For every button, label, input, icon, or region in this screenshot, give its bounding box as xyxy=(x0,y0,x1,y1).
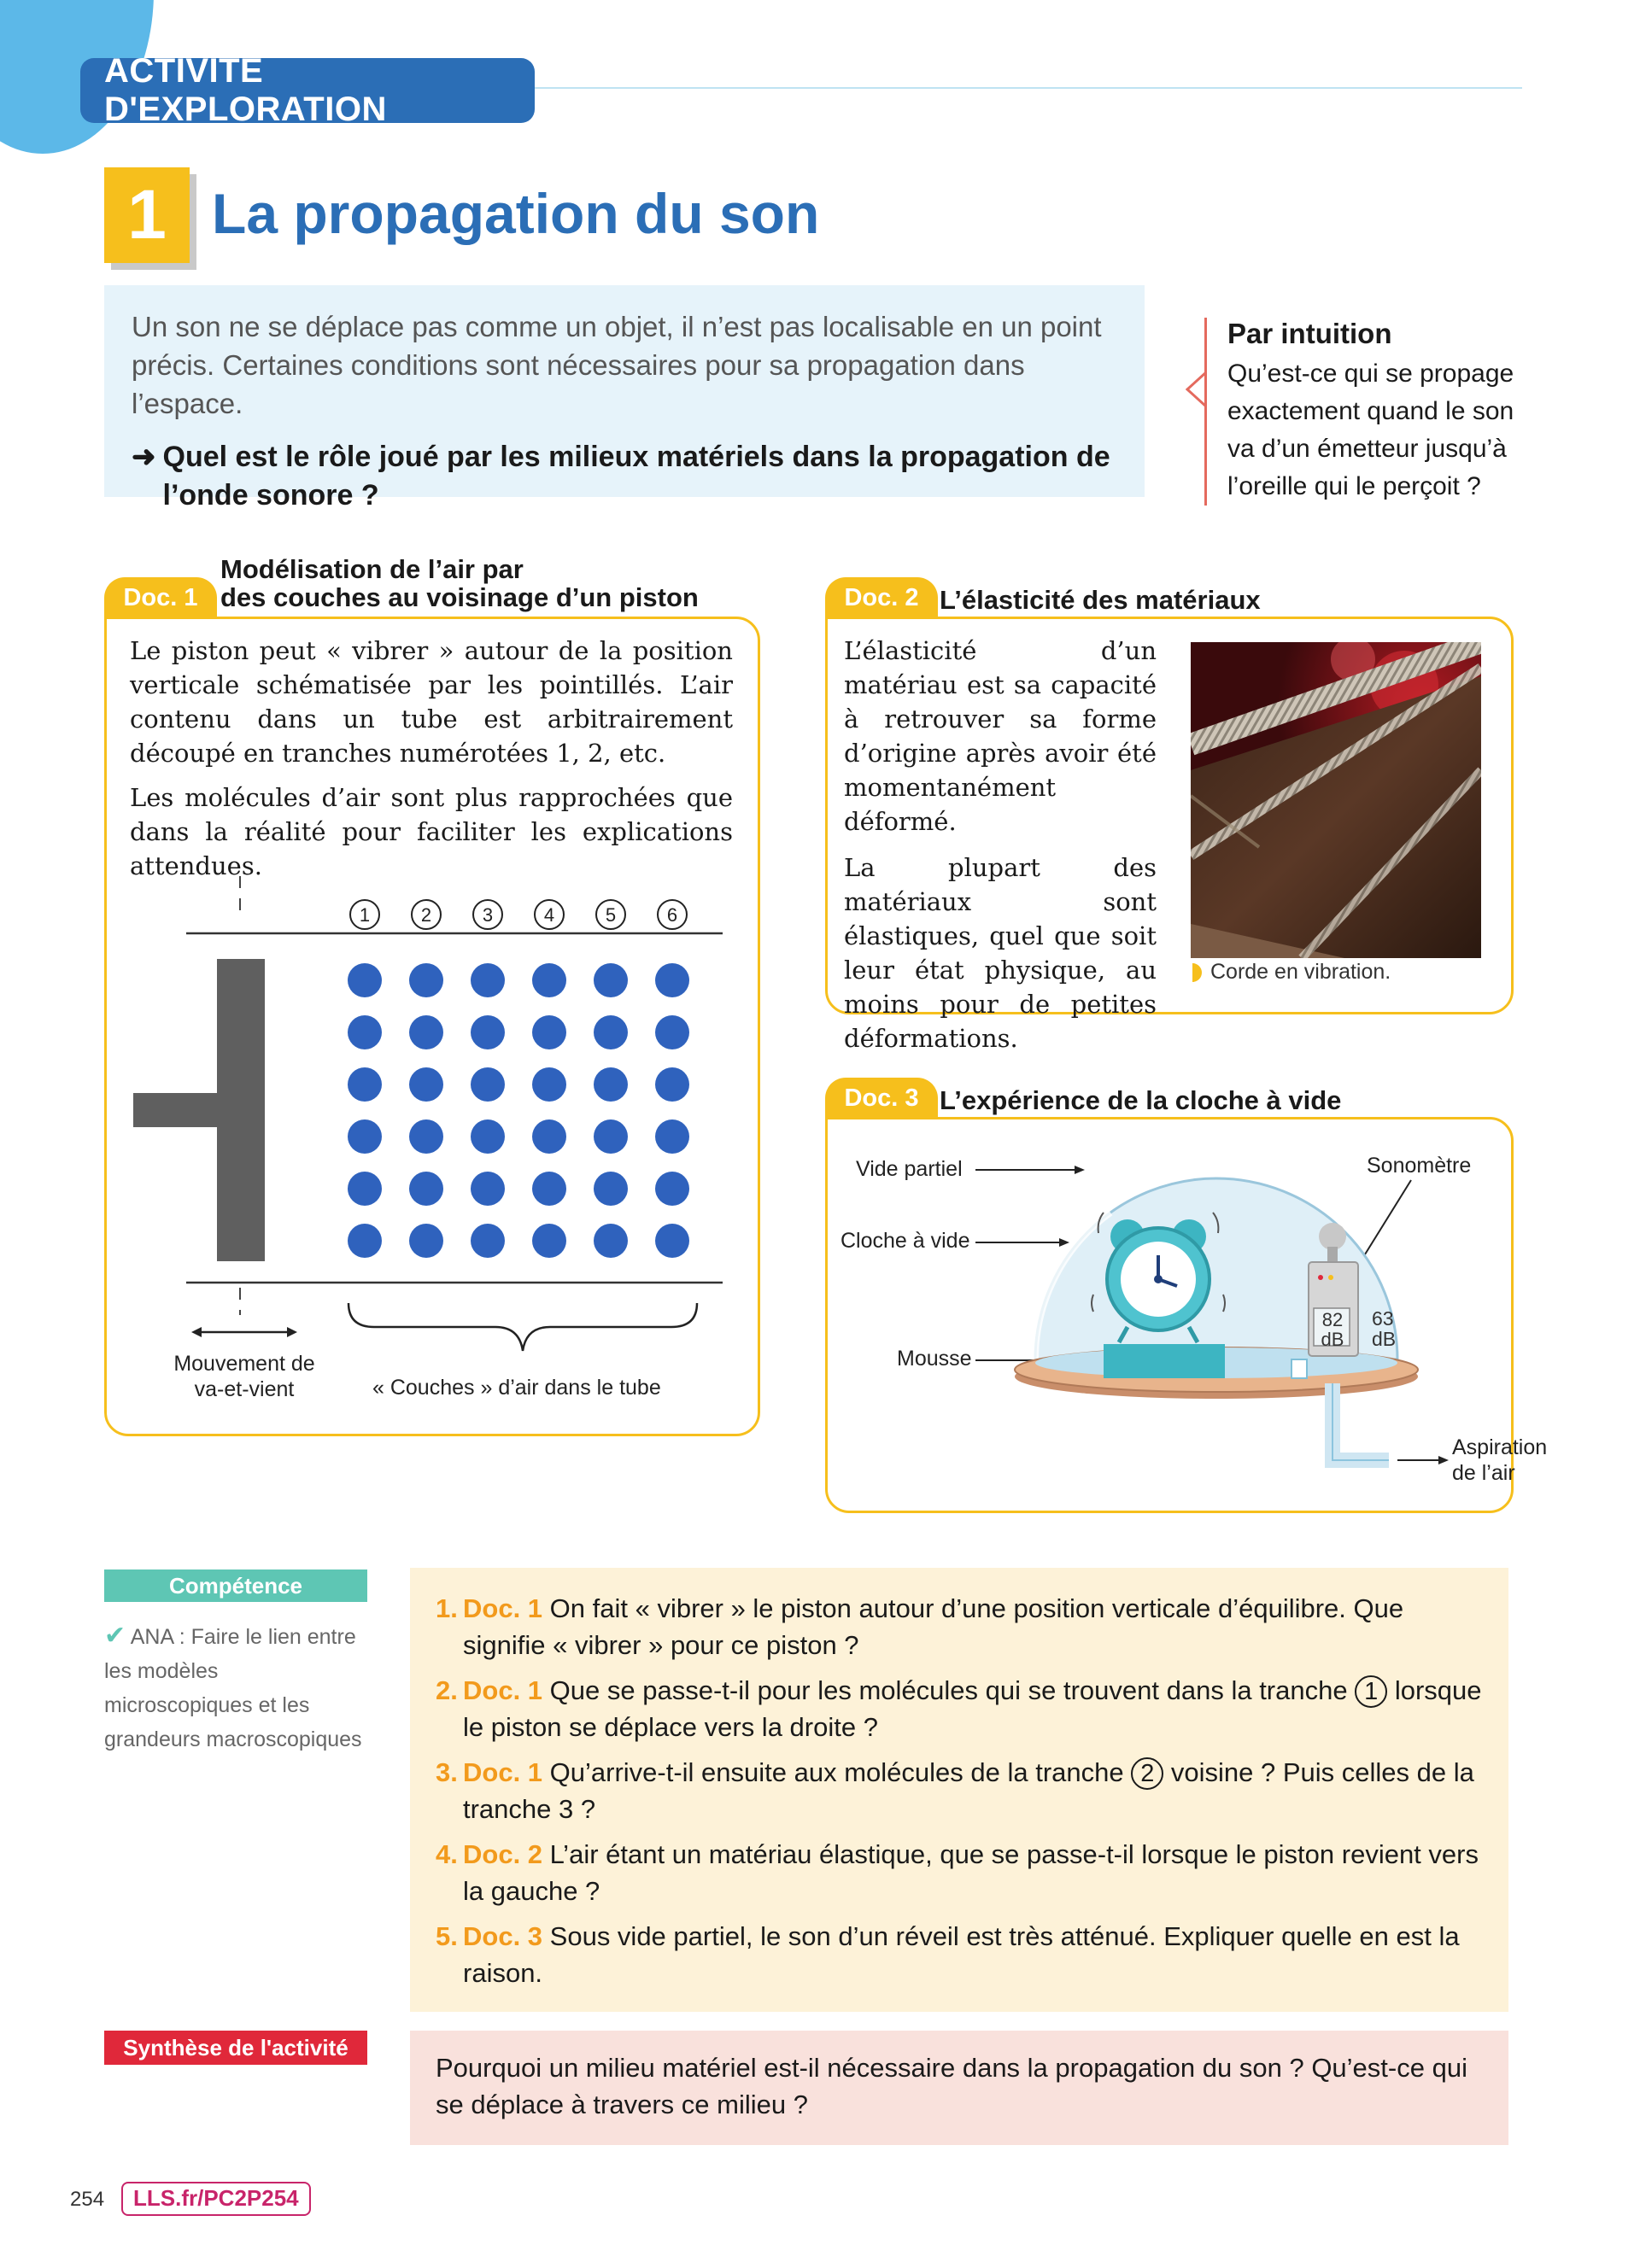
movement-label xyxy=(167,1351,321,1402)
outside-reading-value: 63 xyxy=(1372,1307,1394,1330)
air-molecule xyxy=(348,1015,382,1049)
air-molecule xyxy=(348,1224,382,1258)
arrow-icon: ➜ xyxy=(132,441,156,473)
air-molecule xyxy=(655,1119,689,1154)
doc3-tag: Doc. 3 xyxy=(825,1078,938,1119)
question-text: Que se passe-t-il pour les molécules qui se trouvent dans la tranche xyxy=(549,1675,1348,1705)
air-molecule xyxy=(409,1172,443,1206)
air-molecule xyxy=(348,1172,382,1206)
question-2 xyxy=(436,1672,1483,1745)
air-molecule xyxy=(594,1067,628,1102)
slice-label: 3 xyxy=(482,904,494,926)
air-molecule xyxy=(348,963,382,997)
air-molecule xyxy=(594,1119,628,1154)
intro-question xyxy=(132,438,1117,515)
air-molecule xyxy=(594,1172,628,1206)
air-molecule xyxy=(348,1119,382,1154)
label-suction-line1: Aspiration xyxy=(1452,1435,1548,1459)
slice-label: 4 xyxy=(543,904,555,926)
air-molecule xyxy=(409,963,443,997)
caption-marker-icon xyxy=(1192,963,1202,982)
slice-label: 2 xyxy=(420,904,432,926)
movement-label-line1: Mouvement de xyxy=(173,1352,315,1376)
intro-box xyxy=(104,285,1145,511)
air-molecule xyxy=(532,1224,566,1258)
doc2-caption xyxy=(1192,960,1391,985)
piston-head xyxy=(217,959,265,1261)
outside-reading xyxy=(1372,1308,1396,1349)
air-molecule xyxy=(655,963,689,997)
question-number: 5. xyxy=(436,1921,458,1951)
label-suction xyxy=(1452,1435,1547,1486)
doc1-tag: Doc. 1 xyxy=(104,577,217,618)
question-doc-ref: Doc. 1 xyxy=(463,1757,543,1787)
movement-arrow-left-head xyxy=(191,1327,202,1337)
doc3-title: L’expérience de la cloche à vide xyxy=(940,1085,1342,1115)
air-molecule xyxy=(532,1067,566,1102)
slice-label: 5 xyxy=(605,904,617,926)
doc2-title: L’élasticité des matériaux xyxy=(940,585,1261,615)
air-molecule xyxy=(532,1119,566,1154)
air-molecule xyxy=(471,1015,505,1049)
slice-number-circle: 2 xyxy=(1131,1757,1163,1790)
question-doc-ref: Doc. 3 xyxy=(463,1921,543,1951)
label-foam: Mousse xyxy=(897,1347,972,1371)
air-molecule xyxy=(594,1015,628,1049)
doc2-text xyxy=(844,634,1157,1055)
label-bell-jar: Cloche à vide xyxy=(840,1229,970,1253)
air-molecule xyxy=(409,1119,443,1154)
intro-question-text: Quel est le rôle joué par les milieux matériels dans la propagation de l’onde sonore ? xyxy=(162,441,1110,511)
air-molecule xyxy=(471,1067,505,1102)
doc2-tag: Doc. 2 xyxy=(825,577,938,618)
bell-jar-diagram xyxy=(837,1127,1503,1503)
label-sound-meter: Sonomètre xyxy=(1367,1154,1472,1178)
question-doc-ref: Doc. 1 xyxy=(463,1593,543,1623)
intro-text: Un son ne se déplace pas comme un objet, il n’est pas localisable en un point précis. Certaines conditions sont nécessaires pour sa propagation dans l’espace. xyxy=(132,311,1102,419)
air-molecule xyxy=(471,963,505,997)
intuition-text: Qu’est-ce qui se propage exactement quand le son va d’un émetteur jusqu’à l’oreille qui le perçoit ? xyxy=(1227,359,1514,500)
piston-diagram xyxy=(120,871,735,1383)
air-molecule xyxy=(409,1067,443,1102)
synthesis-label: Synthèse de l'activité xyxy=(104,2031,367,2065)
synthesis-text: Pourquoi un milieu matériel est-il nécessaire dans la propagation du son ? Qu’est-ce qui se déplace à travers ce milieu ? xyxy=(410,2031,1508,2145)
question-1 xyxy=(436,1590,1483,1663)
slice-number-circle: 1 xyxy=(1355,1675,1387,1708)
question-number: 4. xyxy=(436,1839,458,1869)
intuition-title: Par intuition xyxy=(1227,318,1392,349)
suction-tube xyxy=(1332,1383,1389,1460)
movement-label-line2: va-et-vient xyxy=(194,1377,295,1401)
question-text: Qu’arrive-t-il ensuite aux molécules de la tranche xyxy=(549,1757,1124,1787)
question-text: On fait « vibrer » le piston autour d’une position verticale d’équilibre. Que signifie « vibrer » pour ce piston ? xyxy=(463,1593,1404,1660)
doc1-title xyxy=(220,555,699,611)
doc1-paragraph-2: Les molécules d’air sont plus rapprochées que dans la réalité pour faciliter les explications attendues. xyxy=(130,783,733,880)
doc1-title-line1: Modélisation de l’air par xyxy=(220,554,524,584)
air-molecule xyxy=(594,963,628,997)
activity-number: 1 xyxy=(104,167,190,263)
doc1-title-line2: des couches au voisinage d’un piston xyxy=(220,582,699,612)
air-molecule xyxy=(409,1015,443,1049)
question-number: 2. xyxy=(436,1675,458,1705)
question-number: 3. xyxy=(436,1757,458,1787)
question-text-end: lorsque le piston se déplace vers la droite ? xyxy=(463,1675,1482,1742)
meter-reading xyxy=(1315,1310,1350,1349)
air-molecule xyxy=(348,1067,382,1102)
question-text-end: voisine ? Puis celles de la tranche 3 ? xyxy=(463,1757,1474,1824)
doc2-paragraph-2: La plupart des matériaux sont élastiques, quel que soit leur état physique, au moins pour de petites déformations. xyxy=(844,853,1157,1053)
questions-box xyxy=(410,1568,1508,2012)
page-link[interactable]: LLS.fr/PC2P254 xyxy=(121,2182,311,2216)
meter-reading-unit: dB xyxy=(1321,1329,1344,1350)
air-molecule xyxy=(471,1224,505,1258)
doc2-paragraph-1: L’élasticité d’un matériau est sa capacité à retrouver sa forme d’origine après avoir été momentanément déformé. xyxy=(844,636,1157,836)
air-molecule xyxy=(655,1015,689,1049)
air-molecule xyxy=(471,1119,505,1154)
foam xyxy=(1104,1344,1225,1378)
air-molecule xyxy=(594,1224,628,1258)
header-rule xyxy=(521,87,1522,89)
layers-brace xyxy=(348,1303,697,1351)
competence-label: Compétence xyxy=(104,1569,367,1602)
question-text: L’air étant un matériau élastique, que se passe-t-il lorsque le piston revient vers la gauche ? xyxy=(463,1839,1479,1906)
air-molecule xyxy=(655,1224,689,1258)
page-number: 254 xyxy=(70,2188,105,2211)
label-partial-vacuum: Vide partiel xyxy=(856,1157,963,1181)
air-molecule xyxy=(532,963,566,997)
check-icon: ✔ xyxy=(104,1622,126,1650)
air-molecule xyxy=(409,1224,443,1258)
air-molecule xyxy=(532,1172,566,1206)
vibrating-string-photo xyxy=(1191,642,1481,958)
question-4 xyxy=(436,1836,1483,1909)
movement-arrow-right-head xyxy=(287,1327,297,1337)
air-molecule xyxy=(532,1015,566,1049)
layers-label: « Couches » d’air dans le tube xyxy=(372,1376,661,1400)
air-molecule xyxy=(655,1172,689,1206)
piston-rod xyxy=(133,1093,219,1127)
intuition-box xyxy=(1204,318,1522,506)
competence-text xyxy=(104,1619,371,1757)
competence-description: ANA : Faire le lien entre les modèles microscopiques et les grandeurs macroscopiques xyxy=(104,1625,362,1751)
outside-reading-unit: dB xyxy=(1372,1328,1397,1350)
activity-label: ACTIVITÉ D'EXPLORATION xyxy=(80,58,535,123)
slice-labels xyxy=(350,900,687,929)
air-molecule xyxy=(471,1172,505,1206)
meter-reading-value: 82 xyxy=(1321,1309,1344,1330)
question-number: 1. xyxy=(436,1593,458,1623)
slice-label: 1 xyxy=(359,904,371,926)
page-title: La propagation du son xyxy=(212,182,820,245)
doc1-paragraph-1: Le piston peut « vibrer » autour de la position verticale schématisée par les pointillés. L’air contenu dans un tube est arbitrairement découpé en tranches numérotées 1, 2, etc. xyxy=(130,636,733,768)
label-suction-line2: de l’air xyxy=(1452,1461,1515,1485)
question-5 xyxy=(436,1918,1483,1991)
air-molecule xyxy=(655,1067,689,1102)
doc2-caption-text: Corde en vibration. xyxy=(1210,960,1391,984)
molecules xyxy=(348,963,689,1258)
question-doc-ref: Doc. 1 xyxy=(463,1675,543,1705)
question-text: Sous vide partiel, le son d’un réveil est très atténué. Expliquer quelle en est la raison. xyxy=(463,1921,1460,1988)
question-doc-ref: Doc. 2 xyxy=(463,1839,543,1869)
slice-label: 6 xyxy=(666,904,678,926)
doc1-text xyxy=(130,634,733,883)
question-3 xyxy=(436,1754,1483,1827)
